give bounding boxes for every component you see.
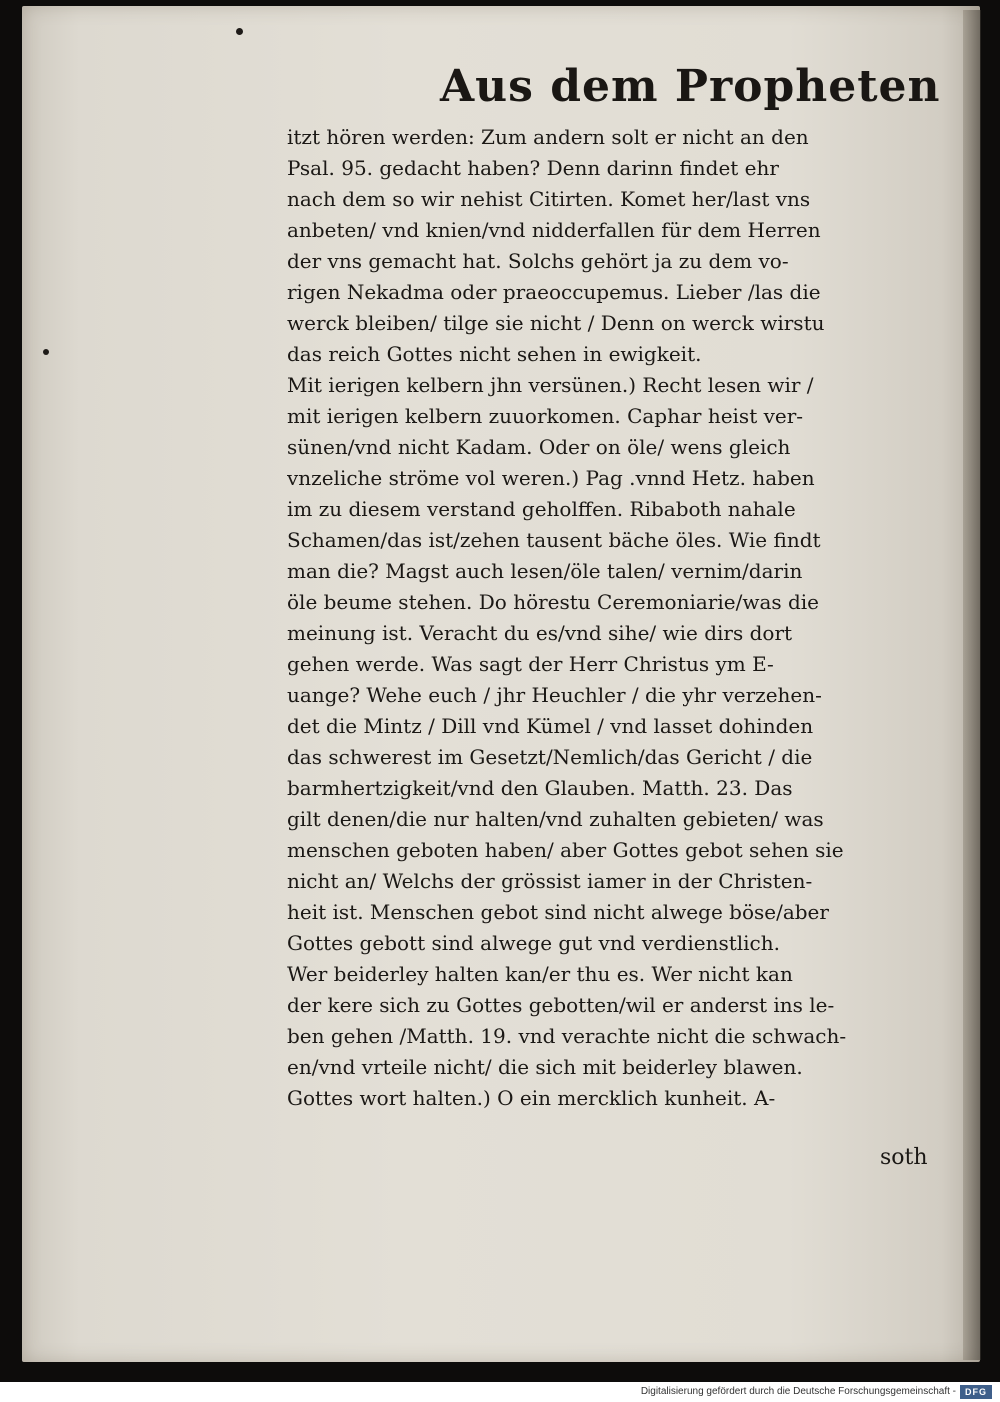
body-text — [287, 122, 967, 1114]
text-line: der vns gemacht hat. Solchs gehört ja zu dem vo- — [287, 249, 789, 273]
text-line: gilt denen/die nur halten/vnd zuhalten gebieten/ was — [287, 807, 824, 831]
text-line: rigen Nekadma oder praeoccupemus. Lieber /las die — [287, 280, 821, 304]
text-line: nicht an/ Welchs der grössist iamer in der Christen- — [287, 869, 813, 893]
text-line: menschen geboten haben/ aber Gottes gebot sehen sie — [287, 838, 844, 862]
text-line: öle beume stehen. Do hörestu Ceremoniarie/was die — [287, 590, 820, 614]
text-line: uange? Wehe euch / jhr Heuchler / die yhr verzehen- — [287, 683, 822, 707]
text-line: werck bleiben/ tilge sie nicht / Denn on werck wirstu — [287, 311, 825, 335]
text-line: nach dem so wir nehist Citirten. Komet her/last vns — [287, 187, 811, 211]
running-head: Aus dem Propheten — [440, 61, 941, 112]
text-line: der kere sich zu Gottes gebotten/wil er anderst ins le- — [287, 993, 835, 1017]
text-line: sünen/vnd nicht Kadam. Oder on öle/ wens gleich — [287, 435, 791, 459]
text-line: das reich Gottes nicht sehen in ewigkeit. — [287, 342, 702, 366]
text-line: Mit ierigen kelbern jhn versünen.) Recht lesen wir / — [287, 373, 814, 397]
ink-speck — [236, 28, 243, 35]
text-line: das schwerest im Gesetzt/Nemlich/das Gericht / die — [287, 745, 813, 769]
text-line: Gottes gebott sind alwege gut vnd verdienstlich. — [287, 931, 780, 955]
text-line: heit ist. Menschen gebot sind nicht alwege böse/aber — [287, 900, 829, 924]
text-line: gehen werde. Was sagt der Herr Christus ym E- — [287, 652, 774, 676]
catchword: soth — [880, 1145, 928, 1170]
dfg-logo: DFG — [960, 1385, 992, 1399]
text-line: Psal. 95. gedacht haben? Denn darinn findet ehr — [287, 156, 779, 180]
text-line: mit ierigen kelbern zuuorkomen. Caphar heist ver- — [287, 404, 804, 428]
text-line: im zu diesem verstand geholffen. Ribaboth nahale — [287, 497, 796, 521]
text-line: Gottes wort halten.) O ein mercklich kunheit. A- — [287, 1086, 776, 1110]
text-line: en/vnd vrteile nicht/ die sich mit beiderley blawen. — [287, 1055, 803, 1079]
text-line: vnzeliche ströme vol weren.) Pag .vnnd Hetz. haben — [287, 466, 815, 490]
text-line: itzt hören werden: Zum andern solt er nicht an den — [287, 125, 809, 149]
text-line: barmhertzigkeit/vnd den Glauben. Matth. 23. Das — [287, 776, 793, 800]
ink-speck — [43, 349, 49, 355]
funding-note: Digitalisierung gefördert durch die Deutsche Forschungsgemeinschaft - — [640, 1386, 956, 1397]
text-line: Wer beiderley halten kan/er thu es. Wer nicht kan — [287, 962, 793, 986]
text-line: Schamen/das ist/zehen tausent bäche öles. Wie findt — [287, 528, 821, 552]
text-line: ben gehen /Matth. 19. vnd verachte nicht die schwach- — [287, 1024, 847, 1048]
text-line: det die Mintz / Dill vnd Kümel / vnd lasset dohinden — [287, 714, 814, 738]
text-line: meinung ist. Veracht du es/vnd sihe/ wie dirs dort — [287, 621, 793, 645]
text-line: man die? Magst auch lesen/öle talen/ vernim/darin — [287, 559, 803, 583]
text-line: anbeten/ vnd knien/vnd nidderfallen für dem Herren — [287, 218, 821, 242]
